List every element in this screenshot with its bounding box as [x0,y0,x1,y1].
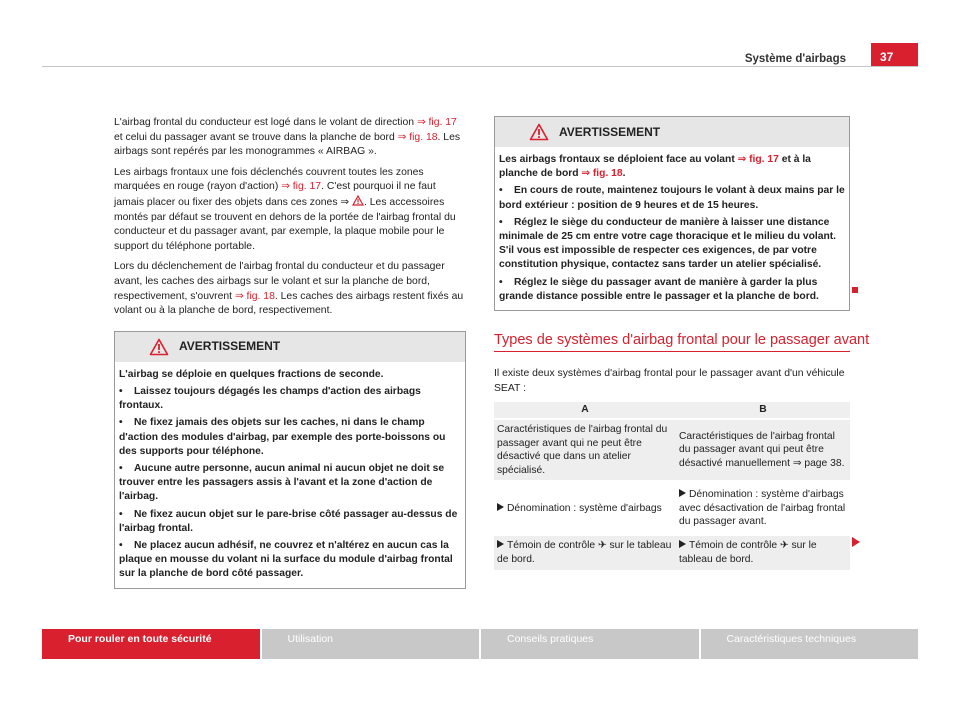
table-row [494,419,850,481]
table-cell: Dénomination : système d'airbags [494,481,676,535]
section-intro: Il existe deux systèmes d'airbag frontal pour le passager avant d'un véhicule SEAT : [494,368,845,394]
warning-icon[interactable] [352,195,364,206]
page-number: 37 [871,43,918,67]
table-cell: Caractéristiques de l'airbag frontal du passager avant qui ne peut être désactivé que dans un atelier spécialisé. [494,419,676,481]
warning-item: • Ne fixez jamais des objets sur les caches, ni dans le champ d'action des modules d'airbag, par exemple des porte-boissons ou des supports pour téléphone. [119,417,446,457]
table-header-row [494,402,850,419]
header-divider [42,66,918,67]
right-column [494,116,850,311]
bullet-icon: • [119,462,123,474]
fig-link[interactable]: ⇒ fig. 17 [281,181,322,193]
warning-item: • Ne fixez aucun objet sur le pare-brise côté passager au-dessus de l'airbag frontal. [119,508,458,534]
bullet-icon: • [119,417,123,429]
left-column [114,116,466,589]
warning-box-right [494,116,850,311]
column-header-b: B [676,402,850,419]
arrow-right-icon [679,540,686,548]
warning-header [495,117,849,147]
arrow-right-icon [679,489,686,497]
bullet-icon: • [499,216,503,228]
warning-intro: Les airbags frontaux se déploient face au volant ⇒ fig. 17 et à la planche de bord ⇒ fig. 18. [499,154,811,180]
paragraph-1: L'airbag frontal du conducteur est logé dans le volant de direction ⇒ fig. 17 et celui du passager avant se trouve dans la planche de bord ⇒ fig. 18. Les airbags sont repérés par les monogrammes « AIRBAG ». [114,117,461,158]
fig-link[interactable]: ⇒ fig. 18 [397,131,438,143]
fig-link[interactable]: ⇒ fig. 17 [737,154,779,165]
bullet-icon: • [499,185,503,197]
footer-tab-utilisation[interactable]: Utilisation [262,629,480,659]
bullet-icon: • [119,385,123,397]
warning-header [115,332,465,362]
fig-link[interactable]: ⇒ fig. 18 [581,168,623,180]
section-title: Types de systèmes d'airbag frontal pour le passager avant [494,332,870,348]
warning-item: • Réglez le siège du conducteur de manière à laisser une distance minimale de 25 cm entre votre cage thoracique et le milieu du volant. S'il vous est impossible de respecter ces exigences, de par votre constitution physique, contactez sans tarder un atelier spécialisé. [499,216,837,271]
footer-tab-securite[interactable]: Pour rouler en toute sécurité [42,629,260,659]
table-cell: Dénomination : système d'airbags avec désactivation de l'airbag frontal du passager avant. [676,481,850,535]
warning-box-left [114,331,466,589]
warning-body [115,362,465,588]
footer-tab-caracteristiques[interactable]: Caractéristiques techniques [701,629,919,659]
warning-item: • Réglez le siège du passager avant de manière à garder la plus grande distance possible entre le passager et la planche de bord. [499,276,819,302]
table-row [494,481,850,535]
paragraph-2: Les airbags frontaux une fois déclenchés couvrent toutes les zones marquées en rouge (rayon d'action) ⇒ fig. 17. C'est pourquoi il ne faut jamais placer ou fixer des objets dans ces zones ⇒ . Les accessoires montés par défaut se trouvent en dehors de la portée de l'airbag frontal du conducteur et du passager avant, par exemple, la plaque mobile pour le support du téléphone portable. [114,166,456,252]
footer-nav [42,629,918,659]
fig-link[interactable]: ⇒ fig. 18 [234,290,275,302]
fig-link[interactable]: ⇒ fig. 17 [416,117,457,128]
warning-triangle-icon [149,338,169,356]
warning-intro: L'airbag se déploie en quelques fractions de seconde. [119,368,384,380]
arrow-right-icon [497,503,504,511]
table-cell: Témoin de contrôle ✈ sur le tableau de bord. [494,535,676,570]
warning-item: • Ne placez aucun adhésif, ne couvrez et n'altérez en aucun cas la plaque en mousse du volant ni la surface du module d'airbag frontal sur la planche de bord côté passager. [119,539,453,580]
paragraph-3: Lors du déclenchement de l'airbag frontal du conducteur et du passager avant, les caches des airbags sur le volant et sur la planche de bord, respectivement, s'ouvrent ⇒ fig. 18. Les caches des airbags restent fixés au volant ou à la planche de bord, respectivement. [114,261,464,317]
warning-title: AVERTISSEMENT [559,124,661,139]
bullet-icon: • [119,508,123,520]
page-header-title: Système d'airbags [744,53,846,65]
arrow-right-icon [497,540,504,548]
continue-arrow-icon [852,537,860,547]
bullet-icon: • [499,276,503,288]
bullet-icon: • [119,539,123,551]
table-cell: Témoin de contrôle ✈ sur le tableau de bord. [676,535,850,570]
table-cell: Caractéristiques de l'airbag frontal du passager avant qui peut être désactivé manuellement ⇒ page 38. [676,419,850,481]
section-end-marker [852,287,858,293]
warning-item: • En cours de route, maintenez toujours le volant à deux mains par le bord extérieur : position de 9 heures et de 15 heures. [499,185,845,211]
section-title-underline [494,351,850,352]
column-header-a: A [494,402,676,419]
warning-triangle-icon [529,123,549,141]
warning-title: AVERTISSEMENT [179,339,281,354]
footer-tab-conseils[interactable]: Conseils pratiques [481,629,699,659]
table-row [494,535,850,570]
warning-body [495,147,849,310]
airbag-types-table [494,402,850,572]
warning-item: • Aucune autre personne, aucun animal ni aucun objet ne doit se trouver entre les passagers assis à l'avant et la zone d'action de l'airbag. [119,462,445,503]
warning-item: • Laissez toujours dégagés les champs d'action des airbags frontaux. [119,385,421,412]
